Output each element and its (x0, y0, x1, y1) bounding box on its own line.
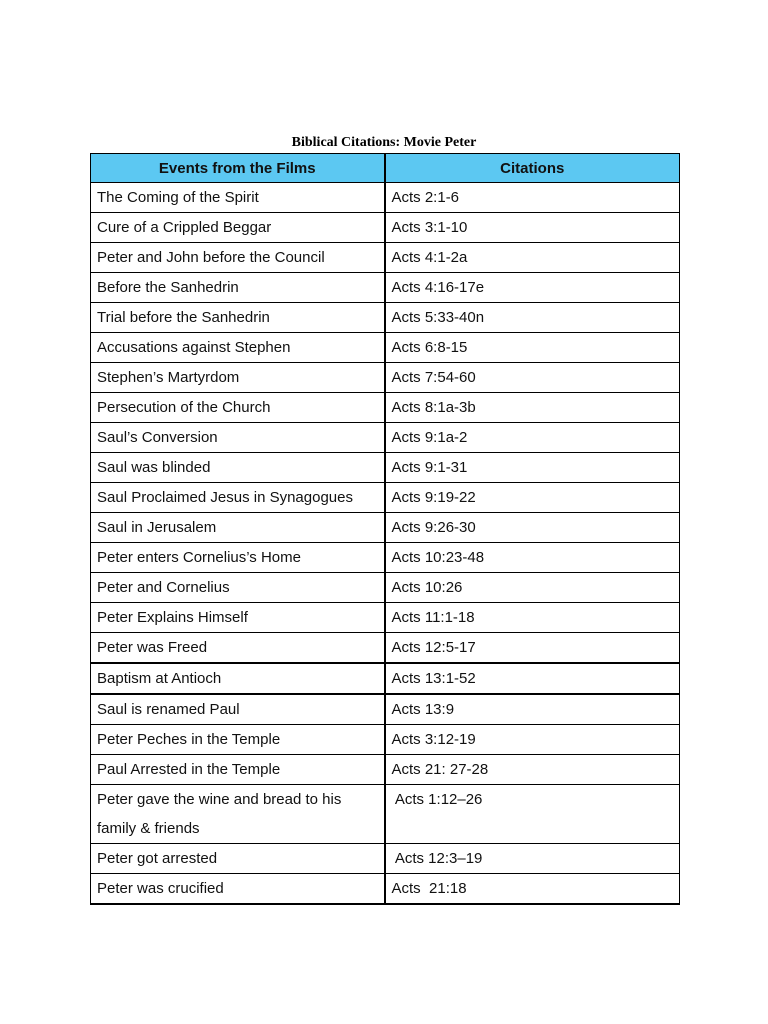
table-row (91, 483, 680, 513)
table-row (91, 393, 680, 423)
citation-cell: Acts 13:9 (385, 694, 680, 725)
table-row (91, 573, 680, 603)
event-cell: Trial before the Sanhedrin (91, 303, 385, 333)
citation-cell: Acts 6:8-15 (385, 333, 680, 363)
table-row (91, 303, 680, 333)
event-cell: Peter Peches in the Temple (91, 725, 385, 755)
citation-cell: Acts 10:26 (385, 573, 680, 603)
citation-cell: Acts 21:18 (385, 874, 680, 905)
table-header-row (91, 154, 680, 183)
citation-cell: Acts 9:19-22 (385, 483, 680, 513)
table-row (91, 543, 680, 573)
table-row (91, 725, 680, 755)
event-cell: Peter and John before the Council (91, 243, 385, 273)
citation-cell: Acts 5:33-40n (385, 303, 680, 333)
citation-cell: Acts 12:3–19 (385, 844, 680, 874)
event-cell: Paul Arrested in the Temple (91, 755, 385, 785)
citation-cell: Acts 3:12-19 (385, 725, 680, 755)
table-row (91, 844, 680, 874)
citation-cell: Acts 4:16-17e (385, 273, 680, 303)
citation-cell: Acts 9:1-31 (385, 453, 680, 483)
event-cell: Stephen’s Martyrdom (91, 363, 385, 393)
document-title: Biblical Citations: Movie Peter (291, 135, 477, 150)
event-cell: Peter was crucified (91, 874, 385, 905)
citation-cell: Acts 4:1-2a (385, 243, 680, 273)
table-row (91, 273, 680, 303)
event-cell: Saul’s Conversion (91, 423, 385, 453)
citation-cell: Acts 9:26-30 (385, 513, 680, 543)
table-row (91, 755, 680, 785)
table-row (91, 694, 680, 725)
table-row (91, 603, 680, 633)
event-cell: Baptism at Antioch (91, 663, 385, 694)
event-cell: Persecution of the Church (91, 393, 385, 423)
citation-cell: Acts 8:1a-3b (385, 393, 680, 423)
citation-cell: Acts 2:1-6 (385, 183, 680, 213)
citation-cell: Acts 21: 27-28 (385, 755, 680, 785)
event-cell: Peter gave the wine and bread to his family & friends (91, 785, 385, 844)
table-row (91, 363, 680, 393)
citation-cell: Acts 3:1-10 (385, 213, 680, 243)
table-row (91, 213, 680, 243)
table-row (91, 663, 680, 694)
event-cell: Peter enters Cornelius’s Home (91, 543, 385, 573)
citations-table (90, 153, 680, 905)
event-cell: Saul is renamed Paul (91, 694, 385, 725)
event-cell: Accusations against Stephen (91, 333, 385, 363)
table-row (91, 513, 680, 543)
citation-cell: Acts 10:23-48 (385, 543, 680, 573)
citation-cell: Acts 7:54-60 (385, 363, 680, 393)
event-cell: Saul in Jerusalem (91, 513, 385, 543)
table-row (91, 423, 680, 453)
header-events: Events from the Films (91, 154, 385, 183)
table-row (91, 183, 680, 213)
header-citations: Citations (385, 154, 680, 183)
table-row (91, 453, 680, 483)
citation-cell: Acts 13:1-52 (385, 663, 680, 694)
table-row (91, 874, 680, 905)
event-cell: Peter and Cornelius (91, 573, 385, 603)
citation-cell: Acts 1:12–26 (385, 785, 680, 844)
event-cell: Saul was blinded (91, 453, 385, 483)
event-cell: Peter got arrested (91, 844, 385, 874)
citation-cell: Acts 12:5-17 (385, 633, 680, 664)
event-cell: Peter Explains Himself (91, 603, 385, 633)
event-cell: Saul Proclaimed Jesus in Synagogues (91, 483, 385, 513)
table-row (91, 785, 680, 844)
event-cell: Cure of a Crippled Beggar (91, 213, 385, 243)
table-row (91, 633, 680, 664)
citation-cell: Acts 9:1a-2 (385, 423, 680, 453)
table-row (91, 333, 680, 363)
table-row (91, 243, 680, 273)
event-cell: The Coming of the Spirit (91, 183, 385, 213)
event-cell: Peter was Freed (91, 633, 385, 664)
event-cell: Before the Sanhedrin (91, 273, 385, 303)
citation-cell: Acts 11:1-18 (385, 603, 680, 633)
